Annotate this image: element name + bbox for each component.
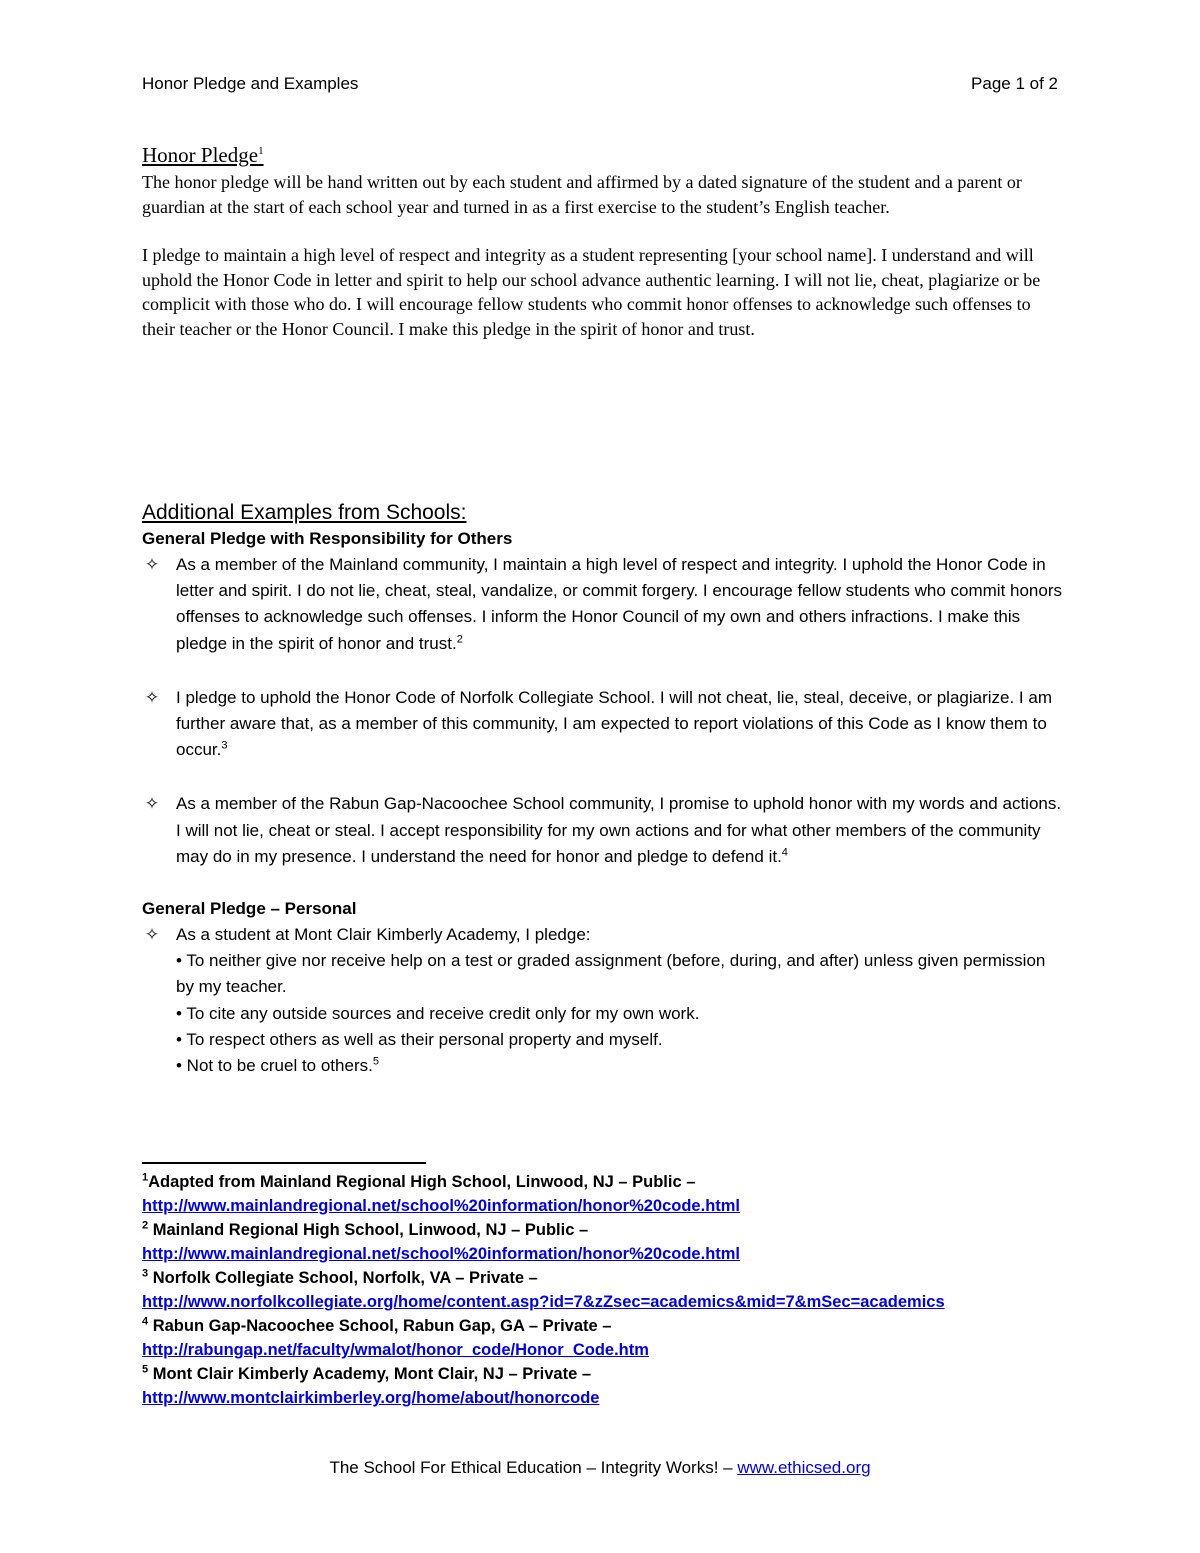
examples-title: Additional Examples from Schools:	[142, 501, 467, 524]
footer-link[interactable]: www.ethicsed.org	[737, 1458, 871, 1477]
footnote-link[interactable]: http://www.norfolkcollegiate.org/home/content.asp?id=7&zZsec=academics&mid=7&mSec=academics	[142, 1293, 945, 1311]
footnote-link[interactable]: http://rabungap.net/faculty/wmalot/honor_code/Honor_Code.htm	[142, 1341, 649, 1359]
footnote-url-line	[142, 1386, 1082, 1410]
footnote-number: 1	[142, 1171, 149, 1184]
footnote-link[interactable]: http://www.mainlandregional.net/school%20information/honor%20code.html	[142, 1197, 741, 1215]
pledge-text: I pledge to maintain a high level of respect and integrity as a student representing [your school name]. I understand and will uphold the Honor Code in letter and spirit to help our school advance authentic learning. I will not lie, cheat, plagiarize or be complicit with those who do. I will encourage fellow students who commit honor offenses to acknowledge such offenses to their teacher or the Honor Council. I make this pledge in the spirit of honor and trust.	[142, 245, 1041, 339]
footnote-ref[interactable]: 3	[221, 739, 228, 752]
footnote-url-line	[142, 1338, 1082, 1362]
page-number: Page 1 of 2	[971, 74, 1058, 93]
footnote-text: Mont Clair Kimberly Academy, Mont Clair, NJ – Private –	[148, 1365, 592, 1383]
section-heading: General Pledge with Responsibility for Others	[142, 529, 513, 548]
footer-text: The School For Ethical Education – Integrity Works! –	[329, 1458, 738, 1477]
footnote-text: Norfolk Collegiate School, Norfolk, VA – Private –	[148, 1269, 538, 1287]
pledge-example	[142, 685, 1062, 764]
footnote-ref[interactable]: 2	[456, 632, 463, 645]
pledge-point: • To neither give nor receive help on a test or graded assignment (before, during, and after) unless given permission by my teacher.	[176, 951, 1046, 997]
footnote-source	[142, 1266, 1082, 1290]
footnote-number: 5	[142, 1363, 149, 1376]
footnote-text: Mainland Regional High School, Linwood, NJ – Public –	[148, 1221, 589, 1239]
footnote-url-line	[142, 1242, 1082, 1266]
section-heading: General Pledge – Personal	[142, 899, 357, 919]
footnote-link[interactable]: http://www.mainlandregional.net/school%20information/honor%20code.html	[142, 1245, 741, 1263]
diamond-star-bullet-icon: ✧	[144, 555, 160, 574]
footnote-text: Adapted from Mainland Regional High School, Linwood, NJ – Public –	[148, 1173, 696, 1191]
diamond-star-bullet-icon: ✧	[144, 925, 160, 945]
example-text: I pledge to uphold the Honor Code of Norfolk Collegiate School. I will not cheat, lie, steal, deceive, or plagiarize. I am further aware that, as a member of this community, I am expected to report violations of this Code as I know them to occur.	[176, 687, 1052, 760]
diamond-star-bullet-icon: ✧	[144, 687, 160, 707]
footnote-ref[interactable]: 1	[258, 145, 264, 157]
pledge-example	[142, 791, 1062, 870]
footnote-ref[interactable]: 5	[372, 1055, 379, 1068]
footnote-source	[142, 1314, 1082, 1338]
footnote-source	[142, 1170, 1082, 1194]
footnotes	[142, 1170, 1082, 1410]
honor-pledge-section	[142, 142, 1062, 342]
example-text: As a member of the Rabun Gap-Nacoochee School community, I promise to uphold honor with my words and actions. I will not lie, cheat or steal. I accept responsibility for my own actions and for what other members of the community may do in my presence. I understand the need for honor and pledge to defend it.	[176, 794, 1062, 866]
footnote-url-line	[142, 1290, 1082, 1314]
pledge-title	[142, 142, 1062, 168]
footnote-separator	[142, 1162, 426, 1164]
footnote-number: 4	[142, 1315, 149, 1328]
diamond-star-bullet-icon: ✧	[144, 794, 160, 814]
pledge-point: • To cite any outside sources and receive credit only for my own work.	[176, 1003, 700, 1023]
footnote-number: 3	[142, 1267, 149, 1280]
footnote-source	[142, 1362, 1082, 1386]
pledge-point: • To respect others as well as their personal property and myself.	[176, 1029, 663, 1049]
example-intro: As a student at Mont Clair Kimberly Academy, I pledge:	[176, 925, 591, 945]
pledge-point	[176, 1053, 1062, 1079]
footnote-number: 2	[142, 1219, 149, 1232]
footnote-ref[interactable]: 4	[781, 846, 788, 859]
footnote-url-line	[142, 1194, 1082, 1218]
pledge-intro: The honor pledge will be hand written out by each student and affirmed by a dated signature of the student and a parent or guardian at the start of each school year and turned in as a first exercise to the student’s English teacher.	[142, 172, 1022, 217]
header-title: Honor Pledge and Examples	[142, 74, 359, 93]
footnote-source	[142, 1218, 1082, 1242]
example-text: As a member of the Mainland community, I maintain a high level of respect and integrity. I uphold the Honor Code in letter and spirit. I do not lie, cheat, steal, vandalize, or commit forgery. I encourage fellow students who commit honors offenses to acknowledge such offenses. I inform the Honor Council of my own and others infractions. I make this pledge in the spirit of honor and trust.	[176, 555, 1063, 653]
pledge-example	[142, 922, 1062, 1079]
footnote-link[interactable]: http://www.montclairkimberley.org/home/about/honorcode	[142, 1389, 600, 1407]
pledge-example	[142, 552, 1062, 657]
pledge-point-text: • Not to be cruel to others.	[176, 1056, 373, 1076]
page-footer	[0, 1458, 1200, 1478]
footnote-text: Rabun Gap-Nacoochee School, Rabun Gap, GA – Private –	[148, 1317, 612, 1335]
examples-section	[142, 500, 1062, 1079]
pledge-title-text: Honor Pledge	[142, 143, 259, 167]
